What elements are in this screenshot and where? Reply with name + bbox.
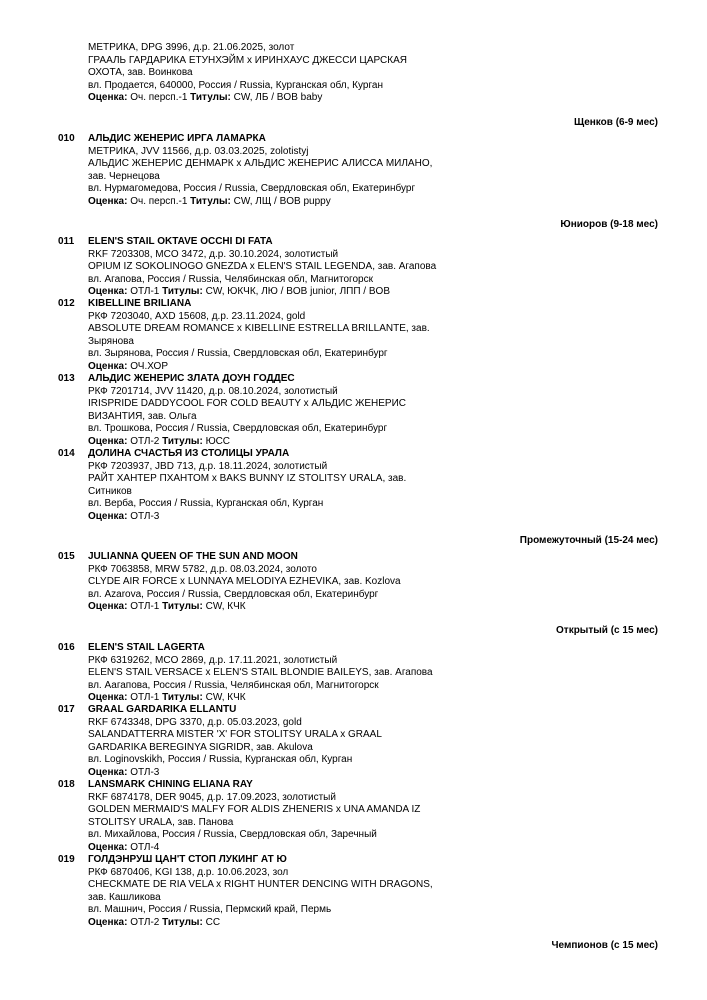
dog-name: ELEN'S STAIL LAGERTA xyxy=(88,642,205,653)
grade-label: Оценка: xyxy=(88,510,128,522)
parents-line: SALANDATTERRA MISTER 'X' FOR STOLITSY URALA x GRAAL xyxy=(88,729,382,740)
grade-label: Оценка: xyxy=(88,195,128,207)
dog-name: KIBELLINE BRILIANA xyxy=(88,298,192,309)
parents-line: АЛЬДИС ЖЕНЕРИС ДЕНМАРК x АЛЬДИС ЖЕНЕРИС АЛИССА МИЛАНО, xyxy=(88,158,433,169)
parents-line: РАЙТ ХАНТЕР ПХАНТОМ x BAKS BUNNY IZ STOLITSY URALA, зав. xyxy=(88,473,407,484)
dog-name: ГОЛДЭНРУШ ЦАН'Т СТОП ЛУКИНГ АТ Ю xyxy=(88,854,287,865)
class-heading-open: Открытый (с 15 мес) xyxy=(556,625,658,636)
grade-value: ОТЛ-3 xyxy=(130,766,160,778)
owner-line: вл. Нурмагомедова, Россия / Russia, Свердловская обл, Екатеринбург xyxy=(88,183,416,194)
owner-line: вл. Loginovskikh, Россия / Russia, Курганская обл, Курган xyxy=(88,754,353,765)
grade-line xyxy=(88,511,468,524)
catalog-number: 018 xyxy=(58,779,75,790)
parents-line: CLYDE AIR FORCE x LUNNAYA MELODIYA EZHEVIKA, зав. Kozlova xyxy=(88,576,401,587)
breeder-line: GARDARIKA BEREGINYA SIGRIDR, зав. Akulova xyxy=(88,741,313,753)
grade-line xyxy=(88,286,468,299)
catalog-number: 011 xyxy=(58,236,75,247)
dog-name: ДОЛИНА СЧАСТЬЯ ИЗ СТОЛИЦЫ УРАЛА xyxy=(88,448,290,459)
grade-value: ОЧ.ХОР xyxy=(130,360,169,372)
grade-label: Оценка: xyxy=(88,92,128,103)
class-heading-intermediate: Промежуточный (15-24 мес) xyxy=(519,535,658,546)
grade-line xyxy=(88,692,468,705)
owner-line: вл. Продается, 640000, Россия / Russia, Курганская обл, Курган xyxy=(88,79,383,91)
grade-value: ОТЛ-2 xyxy=(130,916,160,928)
grade-line xyxy=(88,917,468,930)
titles-value: ЮСС xyxy=(205,435,231,447)
breeder-line: Ситников xyxy=(88,485,132,497)
dog-name: АЛЬДИС ЖЕНЕРИС ЗЛАТА ДОУН ГОДДЕС xyxy=(88,373,295,384)
breeder-line: зав. Чернецова xyxy=(88,170,160,182)
grade-label: Оценка: xyxy=(88,692,128,703)
grade-value: ОТЛ-4 xyxy=(130,841,160,853)
breeder-line: зав. Кашликова xyxy=(88,891,161,903)
titles-label: Титулы: xyxy=(162,435,203,447)
grade-line xyxy=(88,842,468,855)
grade-value: ОТЛ-1 xyxy=(130,692,160,703)
parents-line: ГРААЛЬ ГАРДАРИКА ЕТУНХЭЙМ x ИРИНХАУС ДЖЕССИ ЦАРСКАЯ xyxy=(88,54,407,66)
owner-line: вл. Трошкова, Россия / Russia, Свердловская обл, Екатеринбург xyxy=(88,423,388,434)
grade-line xyxy=(88,601,468,614)
titles-value: CW, КЧК xyxy=(205,601,246,612)
dog-entry xyxy=(58,373,658,448)
grade-line xyxy=(88,767,468,780)
dog-name: GRAAL GARDARIKA ELLANTU xyxy=(88,704,237,715)
registration-line: РКФ 6870406, KGI 138, д.р. 10.06.2023, зол xyxy=(88,866,289,878)
parents-line: CHECKMATE DE RIA VELA x RIGHT HUNTER DENCING WITH DRAGONS, xyxy=(88,879,433,890)
grade-value: ОТЛ-1 xyxy=(130,286,160,297)
owner-line: вл. Azarova, Россия / Russia, Свердловская обл, Екатеринбург xyxy=(88,588,379,600)
dog-name: ELEN'S STAIL OKTAVE OCCHI DI FATA xyxy=(88,236,273,247)
dog-entry xyxy=(58,642,658,705)
dog-entry xyxy=(58,236,658,299)
catalog-number: 014 xyxy=(58,448,75,459)
catalog-number: 016 xyxy=(58,642,75,653)
grade-value: Оч. персп.-1 xyxy=(130,195,188,207)
catalog-number: 015 xyxy=(58,551,75,562)
registration-line: RKF 6743348, DPG 3370, д.р. 05.03.2023, gold xyxy=(88,716,302,728)
class-heading-puppy: Щенков (6-9 мес) xyxy=(574,117,658,128)
titles-value: СС xyxy=(205,916,221,928)
owner-line: вл. Михайлова, Россия / Russia, Свердловская обл, Заречный xyxy=(88,829,377,840)
parents-line: ELEN'S STAIL VERSACE x ELEN'S STAIL BLONDIE BAILEYS, зав. Агапова xyxy=(88,667,433,678)
titles-value: CW, ЛБ / BOB baby xyxy=(233,92,323,103)
titles-label: Титулы: xyxy=(190,92,231,103)
grade-value: ОТЛ-1 xyxy=(130,601,160,612)
breeder-line: ОХОТА, зав. Воинкова xyxy=(88,67,193,78)
dog-name: LANSMARK CHINING ELIANA RAY xyxy=(88,779,253,790)
dog-entry xyxy=(58,298,658,373)
grade-label: Оценка: xyxy=(88,286,128,297)
owner-line: вл. Машнич, Россия / Russia, Пермский край, Пермь xyxy=(88,904,332,915)
dog-entry xyxy=(58,779,658,854)
registration-line: МЕТРИКА, DPG 3996, д.р. 21.06.2025, золот xyxy=(88,42,295,53)
registration-line: РКФ 6319262, MCO 2869, д.р. 17.11.2021, золотистый xyxy=(88,654,338,666)
class-heading-champion: Чемпионов (с 15 мес) xyxy=(551,940,658,951)
breeder-line: Зырянова xyxy=(88,335,134,347)
parents-line: OPIUM IZ SOKOLINOGO GNEZDA x ELEN'S STAIL LEGENDA, зав. Агапова xyxy=(88,261,437,272)
parents-line: GOLDEN MERMAID'S MALFY FOR ALDIS ZHENERIS x UNA AMANDA IZ xyxy=(88,804,421,815)
catalog-number: 017 xyxy=(58,704,75,715)
dog-entry xyxy=(58,704,658,779)
catalog-number: 012 xyxy=(58,298,75,309)
class-heading-junior: Юниоров (9-18 мес) xyxy=(560,219,658,230)
grade-label: Оценка: xyxy=(88,601,128,612)
registration-line: RKF 6874178, DER 9045, д.р. 17.09.2023, золотистый xyxy=(88,791,336,803)
titles-label: Титулы: xyxy=(162,286,203,297)
owner-line: вл. Верба, Россия / Russia, Курганская обл, Курган xyxy=(88,498,324,509)
dog-entry xyxy=(58,551,658,614)
parents-line: ABSOLUTE DREAM ROMANCE x KIBELLINE ESTRELLA BRILLANTE, зав. xyxy=(88,323,430,334)
owner-line: вл. Аагапова, Россия / Russia, Челябинская обл, Магнитогорск xyxy=(88,679,379,691)
dog-entry xyxy=(58,448,658,523)
titles-label: Титулы: xyxy=(162,916,203,928)
grade-label: Оценка: xyxy=(88,916,128,928)
grade-value: ОТЛ-3 xyxy=(130,510,160,522)
grade-label: Оценка: xyxy=(88,841,128,853)
breeder-line: ВИЗАНТИЯ, зав. Ольга xyxy=(88,410,197,422)
dog-entry xyxy=(58,133,658,208)
owner-line: вл. Зырянова, Россия / Russia, Свердловская обл, Екатеринбург xyxy=(88,348,388,359)
parents-line: IRISPRIDE DADDYCOOL FOR COLD BEAUTY x АЛЬДИС ЖЕНЕРИС xyxy=(88,398,407,409)
titles-value: CW, ЮКЧК, ЛЮ / BOB junior, ЛПП / BOB xyxy=(205,286,390,297)
titles-value: CW, КЧК xyxy=(205,692,246,703)
owner-line: вл. Агапова, Россия / Russia, Челябинская обл, Магнитогорск xyxy=(88,273,373,285)
dog-name: АЛЬДИС ЖЕНЕРИС ИРГА ЛАМАРКА xyxy=(88,133,266,144)
titles-label: Титулы: xyxy=(162,601,203,612)
grade-label: Оценка: xyxy=(88,360,128,372)
registration-line: РКФ 7203937, JBD 713, д.р. 18.11.2024, золотистый xyxy=(88,460,328,472)
registration-line: RKF 7203308, MCO 3472, д.р. 30.10.2024, золотистый xyxy=(88,248,339,260)
dog-entry xyxy=(58,854,658,929)
registration-line: РКФ 7063858, MRW 5782, д.р. 08.03.2024, золото xyxy=(88,563,317,575)
grade-line xyxy=(88,92,468,105)
registration-line: РКФ 7203040, AXD 15608, д.р. 23.11.2024, gold xyxy=(88,310,306,322)
registration-line: РКФ 7201714, JVV 11420, д.р. 08.10.2024, золотистый xyxy=(88,385,338,397)
grade-value: Оч. персп.-1 xyxy=(130,92,188,103)
registration-line: МЕТРИКА, JVV 11566, д.р. 03.03.2025, zolotistyj xyxy=(88,145,309,157)
titles-value: CW, ЛЩ / BOB puppy xyxy=(233,195,331,207)
catalog-number: 010 xyxy=(58,133,75,144)
grade-value: ОТЛ-2 xyxy=(130,435,160,447)
grade-label: Оценка: xyxy=(88,435,128,447)
grade-line xyxy=(88,196,468,209)
grade-line xyxy=(88,361,468,374)
grade-label: Оценка: xyxy=(88,766,128,778)
dog-name: JULIANNA QUEEN OF THE SUN AND MOON xyxy=(88,551,298,562)
grade-line xyxy=(88,436,468,449)
catalog-number: 019 xyxy=(58,854,75,865)
titles-label: Титулы: xyxy=(190,195,231,207)
breeder-line: STOLITSY URALA, зав. Панова xyxy=(88,816,234,828)
titles-label: Титулы: xyxy=(162,692,203,703)
dog-entry xyxy=(58,42,658,105)
catalog-number: 013 xyxy=(58,373,75,384)
